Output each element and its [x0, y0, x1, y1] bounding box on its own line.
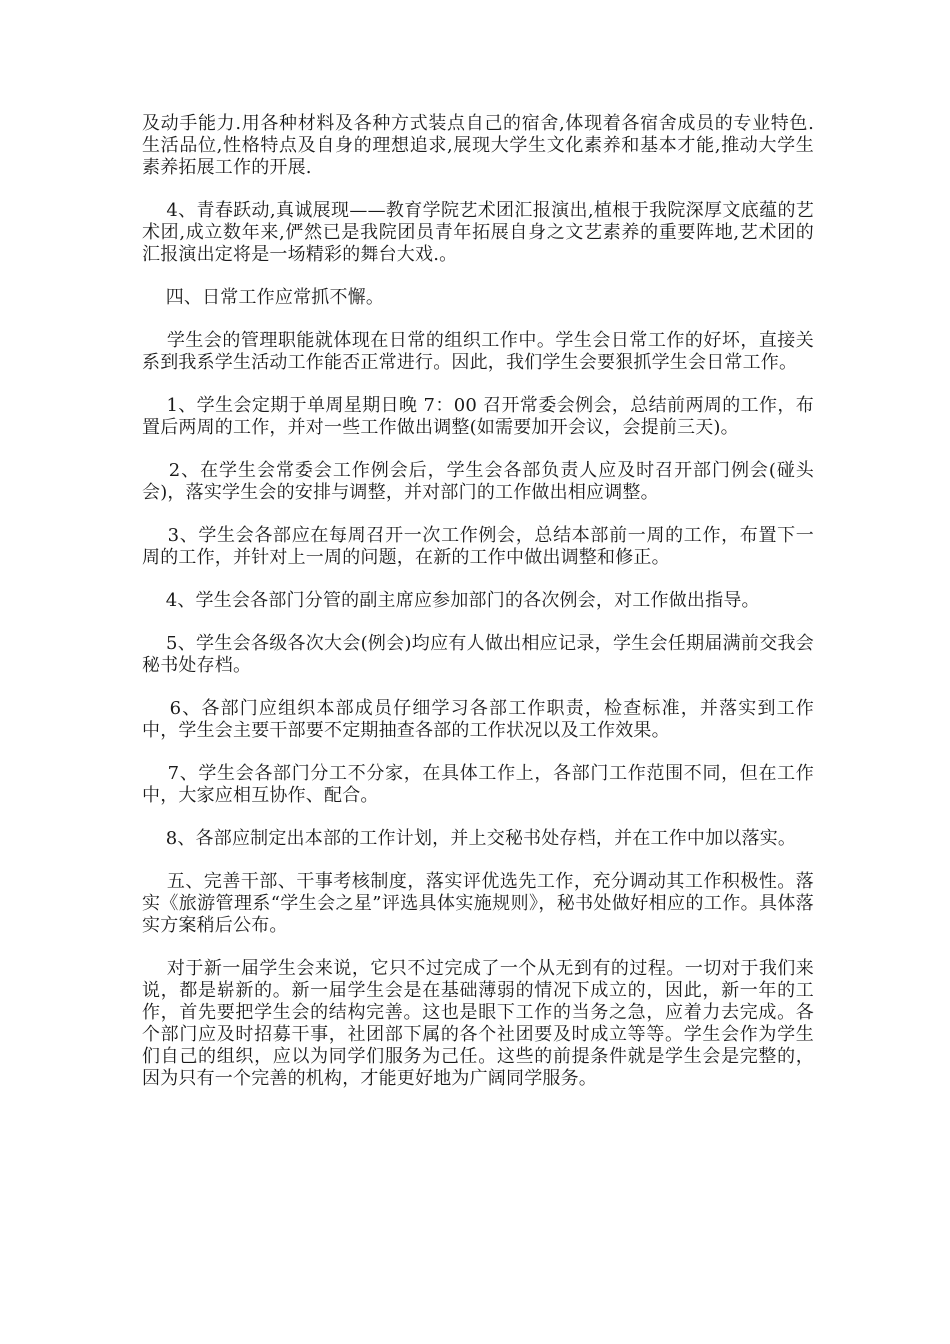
paragraph-rule-4: 4、学生会各部门分管的副主席应参加部门的各次例会，对工作做出指导。 — [142, 590, 760, 611]
paragraph-rule-6: 6、各部门应组织本部成员仔细学习各部工作职责，检查标准，并落实到工作中，学生会主要干部要不定期抽查各部的工作状况以及工作效果。 — [142, 698, 815, 741]
paragraph-rule-2: 2、在学生会常委会工作例会后，学生会各部负责人应及时召开部门例会(碰头会)，落实学生会的安排与调整，并对部门的工作做出相应调整。 — [142, 460, 814, 503]
paragraph-intro-continuation: 及动手能力.用各种材料及各种方式装点自己的宿舍,体现着各宿舍成员的专业特色.生活品位,性格特点及自身的理想追求,展现大学生文化素养和基本才能,推动大学生素养拓展工作的开展. — [142, 113, 814, 178]
paragraph-rule-1: 1、学生会定期于单周星期日晚 7：00 召开常委会例会，总结前两周的工作，布置后两周的工作，并对一些工作做出调整(如需要加开会议，会提前三天)。 — [142, 395, 814, 438]
paragraph-item-4-art-troupe: 4、青春跃动,真诚展现——教育学院艺术团汇报演出,植根于我院深厚文底蕴的艺术团,成立数年来,俨然已是我院团员青年拓展自身之文艺素养的重要阵地,艺术团的汇报演出定将是一场精彩的舞台大戏.。 — [142, 200, 815, 265]
paragraph-daily-work-intro: 学生会的管理职能就体现在日常的组织工作中。学生会日常工作的好坏，直接关系到我系学生活动工作能否正常进行。因此，我们学生会要狠抓学生会日常工作。 — [142, 330, 815, 373]
section-heading-five: 五、完善干部、干事考核制度，落实评优选先工作，充分调动其工作积极性。落实《旅游管理系“学生会之星”评选具体实施规则》，秘书处做好相应的工作。具体落实方案稍后公布。 — [142, 871, 815, 936]
paragraph-conclusion: 对于新一届学生会来说，它只不过完成了一个从无到有的过程。一切对于我们来说，都是崭新的。新一届学生会是在基础薄弱的情况下成立的，因此，新一年的工作，首先要把学生会的结构完善。这也是眼下工作的当务之急，应着力去完成。各个部门应及时招募干事，社团部下属的各个社团要及时成立等等。学生会作为学生们自己的组织，应以为同学们服务为己任。这些的前提条件就是学生会是完整的，因为只有一个完善的机构，才能更好地为广阔同学服务。 — [142, 958, 815, 1089]
paragraph-rule-8: 8、各部应制定出本部的工作计划，并上交秘书处存档，并在工作中加以落实。 — [142, 828, 797, 849]
paragraph-rule-3: 3、学生会各部应在每周召开一次工作例会，总结本部前一周的工作，布置下一周的工作，并针对上一周的问题，在新的工作中做出调整和修正。 — [142, 525, 815, 568]
section-heading-four: 四、日常工作应常抓不懈。 — [142, 287, 385, 308]
paragraph-rule-5: 5、学生会各级各次大会(例会)均应有人做出相应记录，学生会任期届满前交我会秘书处存档。 — [142, 633, 814, 676]
paragraph-rule-7: 7、学生会各部门分工不分家，在具体工作上，各部门工作范围不同，但在工作中，大家应相互协作、配合。 — [142, 763, 815, 806]
document-page — [142, 113, 814, 1111]
